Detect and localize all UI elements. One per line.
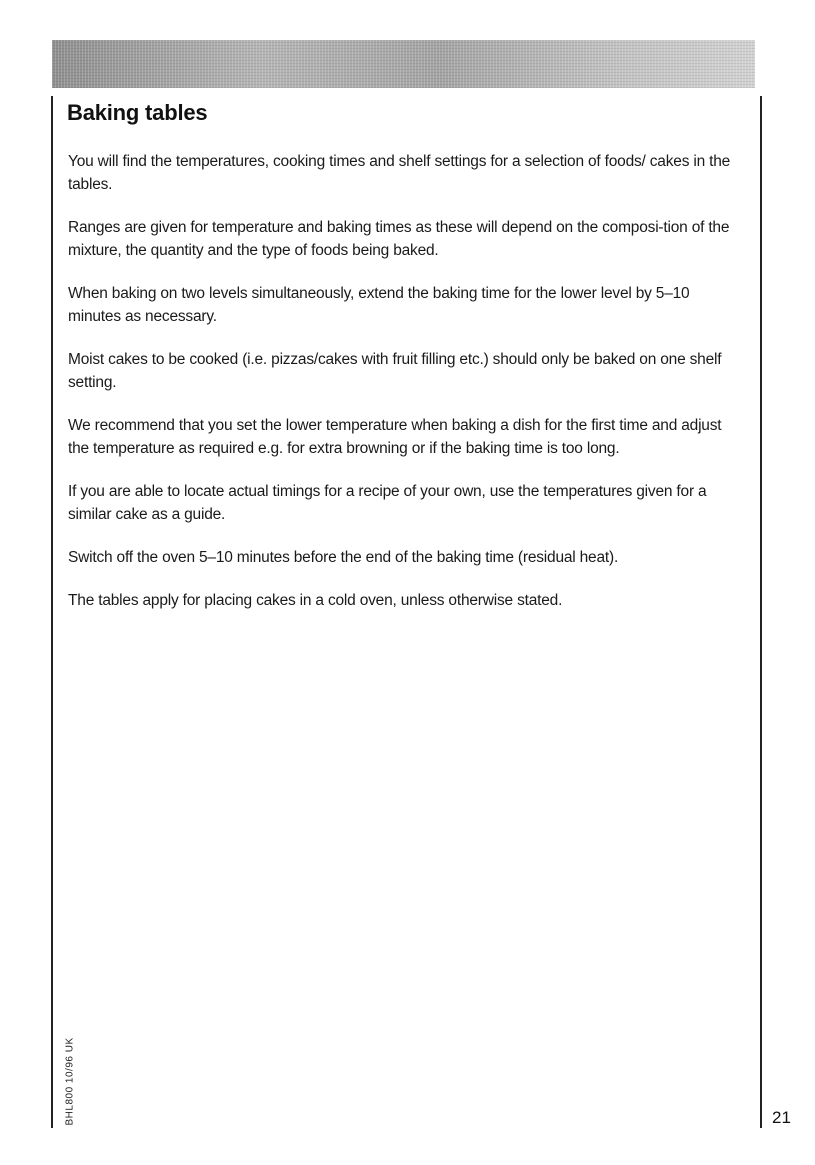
paragraph: When baking on two levels simultaneously, extend the baking time for the lower level by 5–10 minutes as necessary. bbox=[68, 285, 690, 325]
paragraph: You will find the temperatures, cooking times and shelf settings for a selection of foods/ cakes in the tables. bbox=[68, 153, 731, 193]
header-banner bbox=[52, 40, 755, 88]
paragraph: Switch off the oven 5–10 minutes before the end of the baking time (residual heat). bbox=[68, 549, 619, 566]
paragraph: Ranges are given for temperature and baking times as these will depend on the composi-tion of the mixture, the quantity and the type of foods being baked. bbox=[68, 219, 730, 259]
page-title: Baking tables bbox=[67, 100, 208, 125]
paragraph: We recommend that you set the lower temperature when baking a dish for the first time and adjust the temperature as required e.g. for extra browning or if the baking time is too long. bbox=[68, 417, 722, 457]
body-text bbox=[68, 150, 746, 632]
page-number: 21 bbox=[772, 1108, 791, 1127]
paragraph: If you are able to locate actual timings for a recipe of your own, use the temperatures given for a similar cake as a guide. bbox=[68, 483, 707, 523]
left-margin-rule bbox=[51, 96, 53, 1128]
paragraph: Moist cakes to be cooked (i.e. pizzas/cakes with fruit filling etc.) should only be baked on one shelf setting. bbox=[68, 351, 722, 391]
paragraph: The tables apply for placing cakes in a cold oven, unless otherwise stated. bbox=[68, 592, 563, 609]
document-code: BHL800 10/96 UK bbox=[64, 1037, 76, 1126]
right-margin-rule bbox=[760, 96, 762, 1128]
